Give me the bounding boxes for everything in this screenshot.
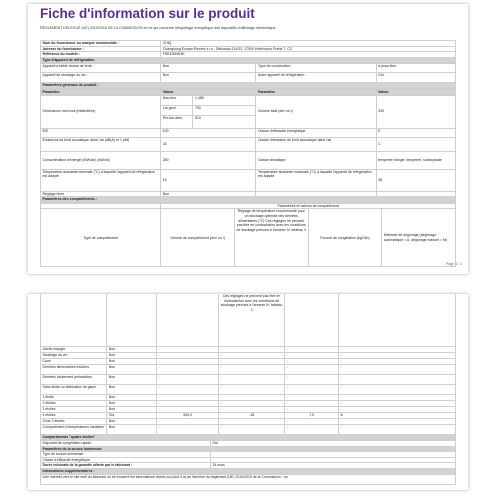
compartment-present: Non [107, 406, 157, 412]
winter-value: Non [161, 191, 256, 197]
compartment-temp: - [218, 384, 284, 394]
compartment-freeze: - [285, 346, 339, 352]
compartment-present: Non [107, 358, 157, 364]
compartment-temp: - [218, 418, 284, 424]
supplier-value: CHiQ [161, 41, 456, 47]
compartment-temp: -18 [218, 412, 284, 418]
type-cell: Appareil de stockage du vin : [41, 73, 161, 83]
compartments-table [40, 203, 456, 268]
storage-note: Ces réglages ne peuvent pas être en contradiction avec les conditions de stockage prévues à l'annexe IV, tableau 3 [218, 294, 284, 346]
param-head: Valeur [161, 89, 256, 95]
compartment-volume: - [156, 424, 218, 434]
compartment-type: Denrées hautement périssables [41, 374, 107, 384]
type-cell: Autre appareil de réfrigération : [256, 73, 376, 83]
param-cell: E [376, 128, 455, 137]
compartment-freeze: - [285, 358, 339, 364]
compartment-col-head: Volume de compartiment (dm³ ou l) [161, 209, 235, 267]
page-number: Page 1 / 2 [446, 262, 462, 266]
compartment-freeze: - [285, 400, 339, 406]
param-cell: 100 [161, 128, 256, 137]
general-params-table [40, 89, 456, 203]
volume-value: 330 [376, 95, 455, 128]
compartment-freeze: - [285, 352, 339, 358]
compartment-defrost: - [339, 424, 456, 434]
compartment-temp: - [218, 358, 284, 364]
compartment-freeze: - [285, 406, 339, 412]
compartment-defrost: - [339, 418, 456, 424]
general-header: Paramètres généraux du produit : [41, 83, 456, 89]
param-cell: tempérée élargie, tempérée, subtropicale [376, 151, 455, 169]
param-cell: Classe d'efficacité énergétique [256, 128, 376, 137]
compartment-temp: - [218, 406, 284, 412]
compartment-col-head: Pouvoir de congélation (kg/24h) [308, 209, 382, 267]
param-cell: Température ambiante minimale (°C) à laquelle l'appareil de réfrigération est adapté [41, 169, 161, 191]
compartment-freeze: 7,5 [285, 412, 339, 418]
param-cell: 280 [161, 151, 256, 169]
type-cell: Appareil à faible niveau de bruit : [41, 64, 161, 73]
info-header: Informations supplémentaires : [41, 469, 456, 475]
compartment-col-head: Type de compartiment [41, 209, 161, 267]
fast-freeze-value: Oui [211, 441, 456, 447]
param-cell: 16 [161, 169, 256, 191]
warranty-value: 24 mois [211, 463, 456, 469]
compartment-present: Oui [107, 412, 157, 418]
compartment-temp: - [218, 364, 284, 374]
compartment-temp: - [218, 394, 284, 400]
address-value: Changhong Europe Electric s.r.o., Děčínská 214/32, 17000 Holešovice Praha 7, CZ [161, 46, 456, 52]
compartment-volume: - [156, 400, 218, 406]
compartment-type: 2 étoiles [41, 400, 107, 406]
light-label: Classe d'efficacité énergétique [41, 457, 211, 463]
dims-label: Dimensions hors tout (millimètres) [41, 95, 161, 128]
warranty-label: Durée minimale de la garantie offerte par le fabricant : [41, 463, 211, 469]
compartment-col-head: Réglage de température recommandé pour un stockage optimisé des denrées alimentaires (°C) Ces réglages ne peuvent pas être en contradiction avec les conditions de stockage prévues à l'annexe IV, tableau 3 [234, 209, 308, 267]
supplier-info [40, 40, 456, 267]
compartment-present: Non [107, 400, 157, 406]
document-page-2 [28, 294, 468, 490]
document-title: Fiche d'information sur le produit [40, 6, 255, 21]
compartment-volume: - [156, 358, 218, 364]
dim-label: Hau-teur [161, 96, 193, 106]
param-head: Valeur [376, 89, 455, 95]
type-cell: Non [161, 64, 256, 73]
light-label: Type de source lumineuse [41, 452, 211, 458]
compartment-present: Non [107, 384, 157, 394]
compartment-type: Garde-manger [41, 346, 107, 352]
compartment-defrost: - [339, 352, 456, 358]
compartment-type: Compartiment à températures variables [41, 424, 107, 434]
compartment-volume: - [156, 418, 218, 424]
compartment-type: Sans étoile ou fabrication de glace [41, 384, 107, 394]
compartment-type: 3 étoiles [41, 406, 107, 412]
compartment-defrost: - [339, 384, 456, 394]
compartment-freeze: - [285, 394, 339, 400]
winter-label: Réglage hiver [41, 191, 161, 197]
four-star-header: Compartiments "quatre étoiles" [41, 434, 456, 440]
compartment-temp: - [218, 374, 284, 384]
param-cell: Classe d'émission de bruit acoustique dans l'air [256, 137, 376, 151]
compartment-defrost: - [339, 346, 456, 352]
dim-label: Lar-geur [161, 106, 193, 116]
compartment-temp: - [218, 352, 284, 358]
compartment-freeze: - [285, 374, 339, 384]
model-label: Référence du modèle : [41, 52, 161, 58]
compartment-present: Non [107, 394, 157, 400]
compartment-volume: - [156, 374, 218, 384]
compartment-col-head: Méthode de dégivrage (dégivrage automatique = A, dégivrage manuel = M) [382, 209, 456, 267]
compartment-defrost: - [339, 364, 456, 374]
compartments-header: Paramètres des compartiments : [41, 197, 456, 203]
compartment-defrost: - [339, 406, 456, 412]
compartment-present: Non [107, 364, 157, 374]
compartment-defrost: - [339, 400, 456, 406]
type-header: Type d'appareil de réfrigération [41, 57, 456, 63]
compartment-present: Non [107, 352, 157, 358]
compartment-present: Non [107, 424, 157, 434]
model-value: FSE430NE4E [161, 52, 456, 58]
compartment-volume: - [156, 346, 218, 352]
type-cell: Non [161, 73, 256, 83]
compartment-type: Denrées alimentaires fraîches [41, 364, 107, 374]
compartment-volume: - [156, 406, 218, 412]
param-cell: Classe climatique : [256, 151, 376, 169]
volume-label: Volume total (dm³ ou l) [256, 95, 376, 128]
dim-label: Pro-fon-deur [161, 116, 193, 128]
param-cell: Émissions de bruit acoustique dans l'air (dB(A) re 1 pW) [41, 137, 161, 151]
dim-value: 610 [193, 116, 256, 128]
param-cell: IEE [41, 128, 161, 137]
page2-content [40, 294, 456, 485]
compartment-volume: - [156, 364, 218, 374]
compartment-freeze: - [285, 364, 339, 374]
compartment-present: Non [107, 374, 157, 384]
misc-table [40, 440, 456, 485]
compartment-defrost: - [339, 394, 456, 400]
param-head: Paramètre [41, 89, 161, 95]
compartment-temp: - [218, 400, 284, 406]
type-cell: Type de construction : [256, 64, 376, 73]
compartment-volume: - [156, 394, 218, 400]
regulation-reference: RÈGLEMENT DÉLÉGUÉ (UE) 2019/2016 DE LA COMMISSION en ce qui concerne l'étiquetage énergétique des dispositifs d'affichage électronique [40, 26, 276, 30]
compartment-type: Stockage du vin [41, 352, 107, 358]
compartment-defrost: - [339, 358, 456, 364]
fast-freeze-label: Dispositif de congélation rapide [41, 441, 211, 447]
compartment-volume: - [156, 352, 218, 358]
compartment-defrost: A [339, 412, 456, 418]
compartment-temp: - [218, 346, 284, 352]
compartment-present: Non [107, 418, 157, 424]
compartment-temp: - [218, 424, 284, 434]
param-cell: C [376, 137, 455, 151]
compartment-volume: 330,0 [156, 412, 218, 418]
compartment-subheader: Paramètres et valeurs de compartiment [161, 203, 456, 209]
param-cell: 43 [161, 137, 256, 151]
document-page-1 [28, 4, 468, 274]
compartment-type: 1 étoile [41, 394, 107, 400]
dim-value: 1 485 [193, 96, 256, 106]
dim-value: 700 [193, 106, 256, 116]
info-text: Lien internet vers le site web du fabricant où se trouvent les informations visées au point 4 a) de l'annexe du règlement (UE) 2019/2019 de la Commission : na [41, 474, 456, 484]
compartment-type: Cave [41, 358, 107, 364]
param-cell: 38 [376, 169, 455, 191]
compartment-type: 4 étoiles [41, 412, 107, 418]
compartment-freeze: - [285, 424, 339, 434]
type-table [40, 63, 456, 89]
type-cell: Oui [376, 73, 455, 83]
compartment-freeze: - [285, 384, 339, 394]
dims-subtable [161, 96, 255, 128]
compartment-type: Zone 2 étoiles [41, 418, 107, 424]
address-label: Adresse du fournisseur : [41, 46, 161, 52]
compartment-present: Non [107, 346, 157, 352]
param-cell: Consommation d'énergie (kWh/an) (kWh/a) [41, 151, 161, 169]
light-header: Paramètres de la source lumineuse: [41, 446, 456, 452]
compartment-defrost: - [339, 374, 456, 384]
compartment-freeze: - [285, 418, 339, 424]
compartment-values-table [40, 294, 456, 440]
supplier-label: Nom du fournisseur ou marque commerciale : [41, 41, 161, 47]
param-head: Paramètre [256, 89, 376, 95]
compartment-volume: - [156, 384, 218, 394]
type-cell: à pose libre [376, 64, 455, 73]
param-cell: Température ambiante maximale (°C) à laquelle l'appareil de réfrigération est adapté [256, 169, 376, 191]
